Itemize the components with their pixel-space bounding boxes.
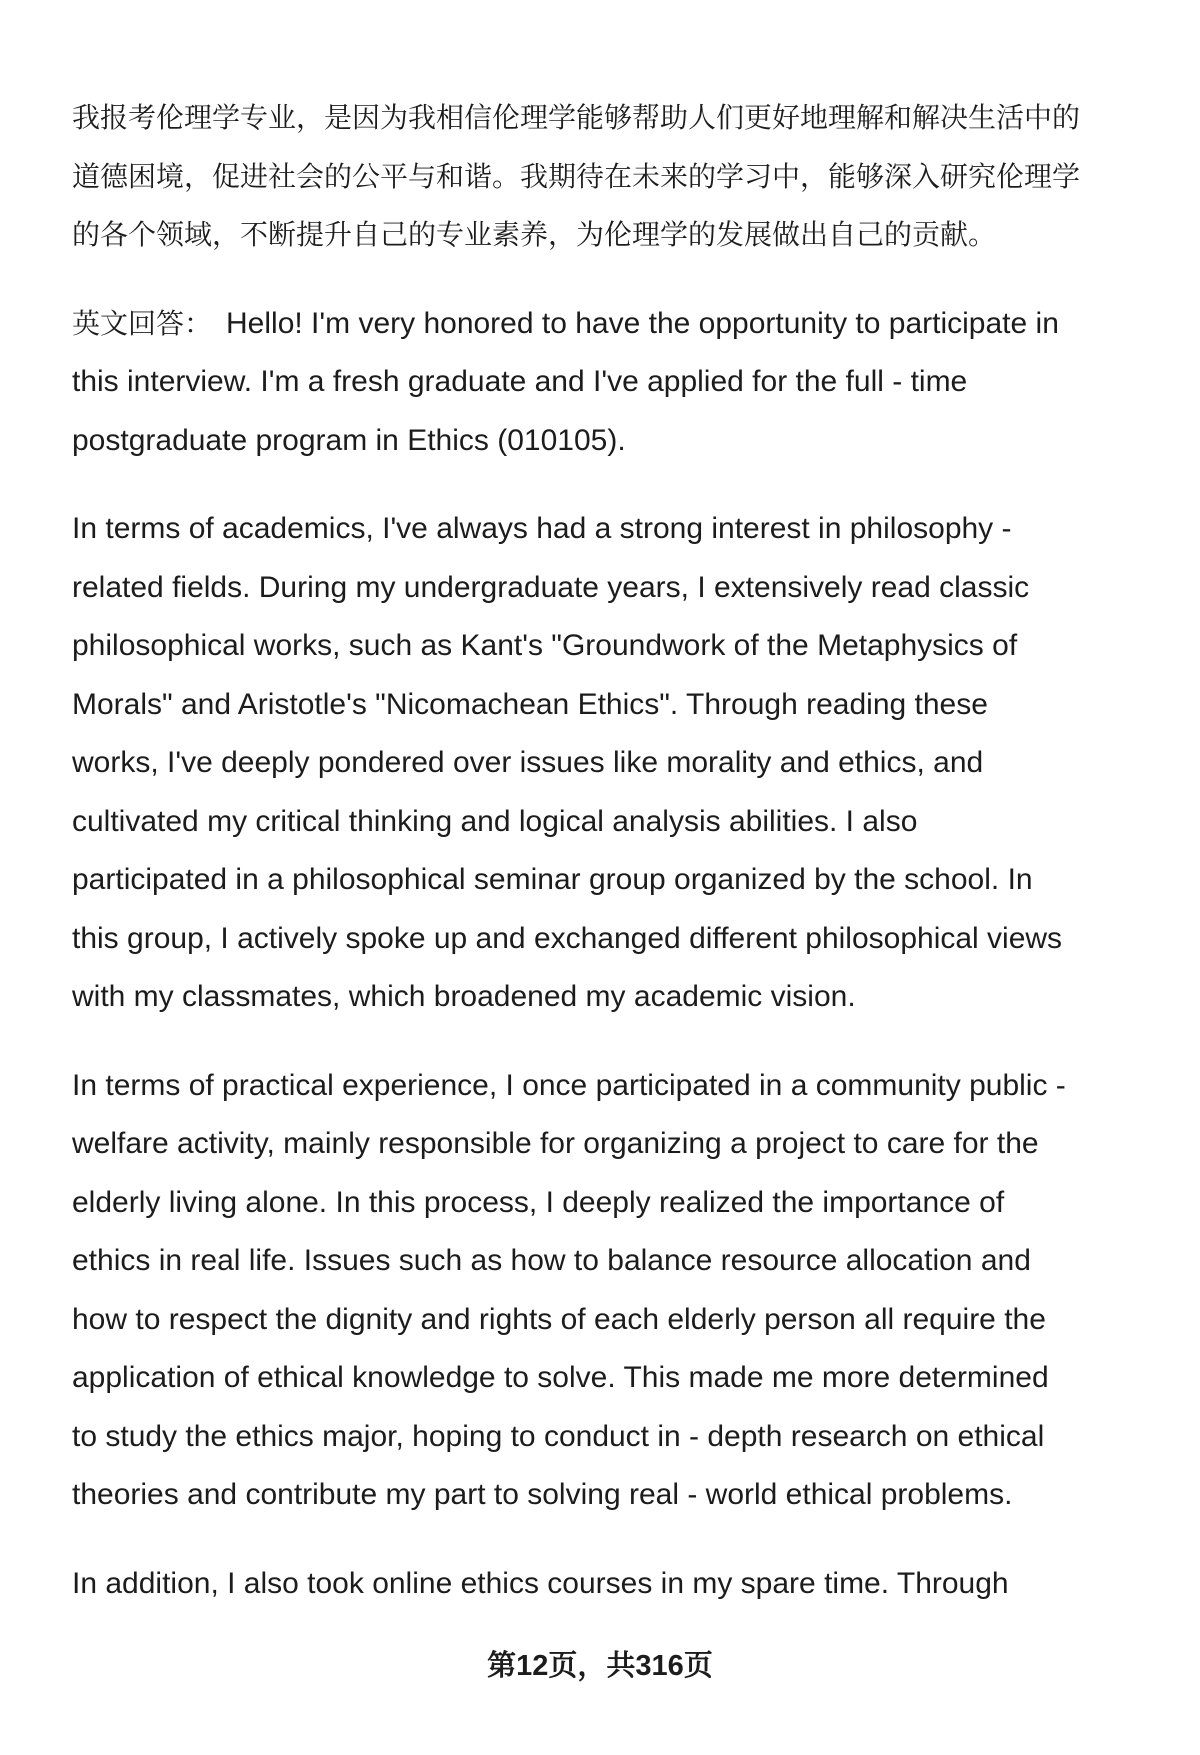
text-line: postgraduate program in Ethics (010105). — [72, 423, 626, 457]
text-line: In terms of practical experience, I once participated in a community public - — [72, 1068, 1066, 1102]
text-line: philosophical works, such as Kant's "Groundwork of the Metaphysics of — [72, 629, 1018, 662]
paragraph-chinese-answer — [72, 89, 1162, 265]
text-line: this group, I actively spoke up and exchanged different philosophical views — [72, 921, 1063, 955]
text-line-content: Hello! I'm very honored to have the opportunity to participate in — [226, 306, 1059, 340]
text-line: works, I've deeply pondered over issues like morality and ethics, and — [72, 746, 984, 779]
text-line: 的各个领域，不断提升自己的专业素养，为伦理学的发展做出自己的贡献。 — [72, 219, 997, 250]
answer-label: 英文回答： — [72, 307, 213, 339]
paragraph-academics — [72, 500, 1162, 1027]
text-line — [72, 295, 1162, 354]
paragraph-practical-experience — [72, 1057, 1162, 1525]
text-line: with my classmates, which broadened my academic vision. — [72, 980, 856, 1013]
text-line: participated in a philosophical seminar group organized by the school. In — [72, 863, 1033, 896]
page-number: 第12页，共316页 — [487, 1650, 713, 1682]
text-line: application of ethical knowledge to solve. This made me more determined — [72, 1361, 1049, 1394]
text-line: theories and contribute my part to solving real - world ethical problems. — [72, 1478, 1013, 1511]
text-line: this interview. I'm a fresh graduate and I've applied for the full - time — [72, 365, 968, 398]
text-line: 道德困境，促进社会的公平与和谐。我期待在未来的学习中，能够深入研究伦理学 — [72, 160, 1081, 192]
text-line: welfare activity, mainly responsible for organizing a project to care for the — [72, 1127, 1039, 1160]
document-body — [72, 89, 1162, 1643]
paragraph-additional — [72, 1555, 1162, 1614]
text-line: how to respect the dignity and rights of each elderly person all require the — [72, 1302, 1046, 1336]
text-line: In addition, I also took online ethics courses in my spare time. Through — [72, 1566, 1009, 1600]
paragraph-english-intro — [72, 295, 1162, 471]
text-line: related fields. During my undergraduate years, I extensively read classic — [72, 570, 1030, 604]
text-line: cultivated my critical thinking and logical analysis abilities. I also — [72, 804, 918, 838]
text-line: elderly living alone. In this process, I deeply realized the importance of — [72, 1185, 1005, 1219]
text-line: In terms of academics, I've always had a strong interest in philosophy - — [72, 512, 1012, 545]
text-line: ethics in real life. Issues such as how to balance resource allocation and — [72, 1244, 1031, 1277]
text-line: Morals" and Aristotle's "Nicomachean Ethics". Through reading these — [72, 687, 988, 721]
text-line: 我报考伦理学专业，是因为我相信伦理学能够帮助人们更好地理解和解决生活中的 — [72, 102, 1081, 133]
text-line: to study the ethics major, hoping to conduct in - depth research on ethical — [72, 1419, 1045, 1453]
